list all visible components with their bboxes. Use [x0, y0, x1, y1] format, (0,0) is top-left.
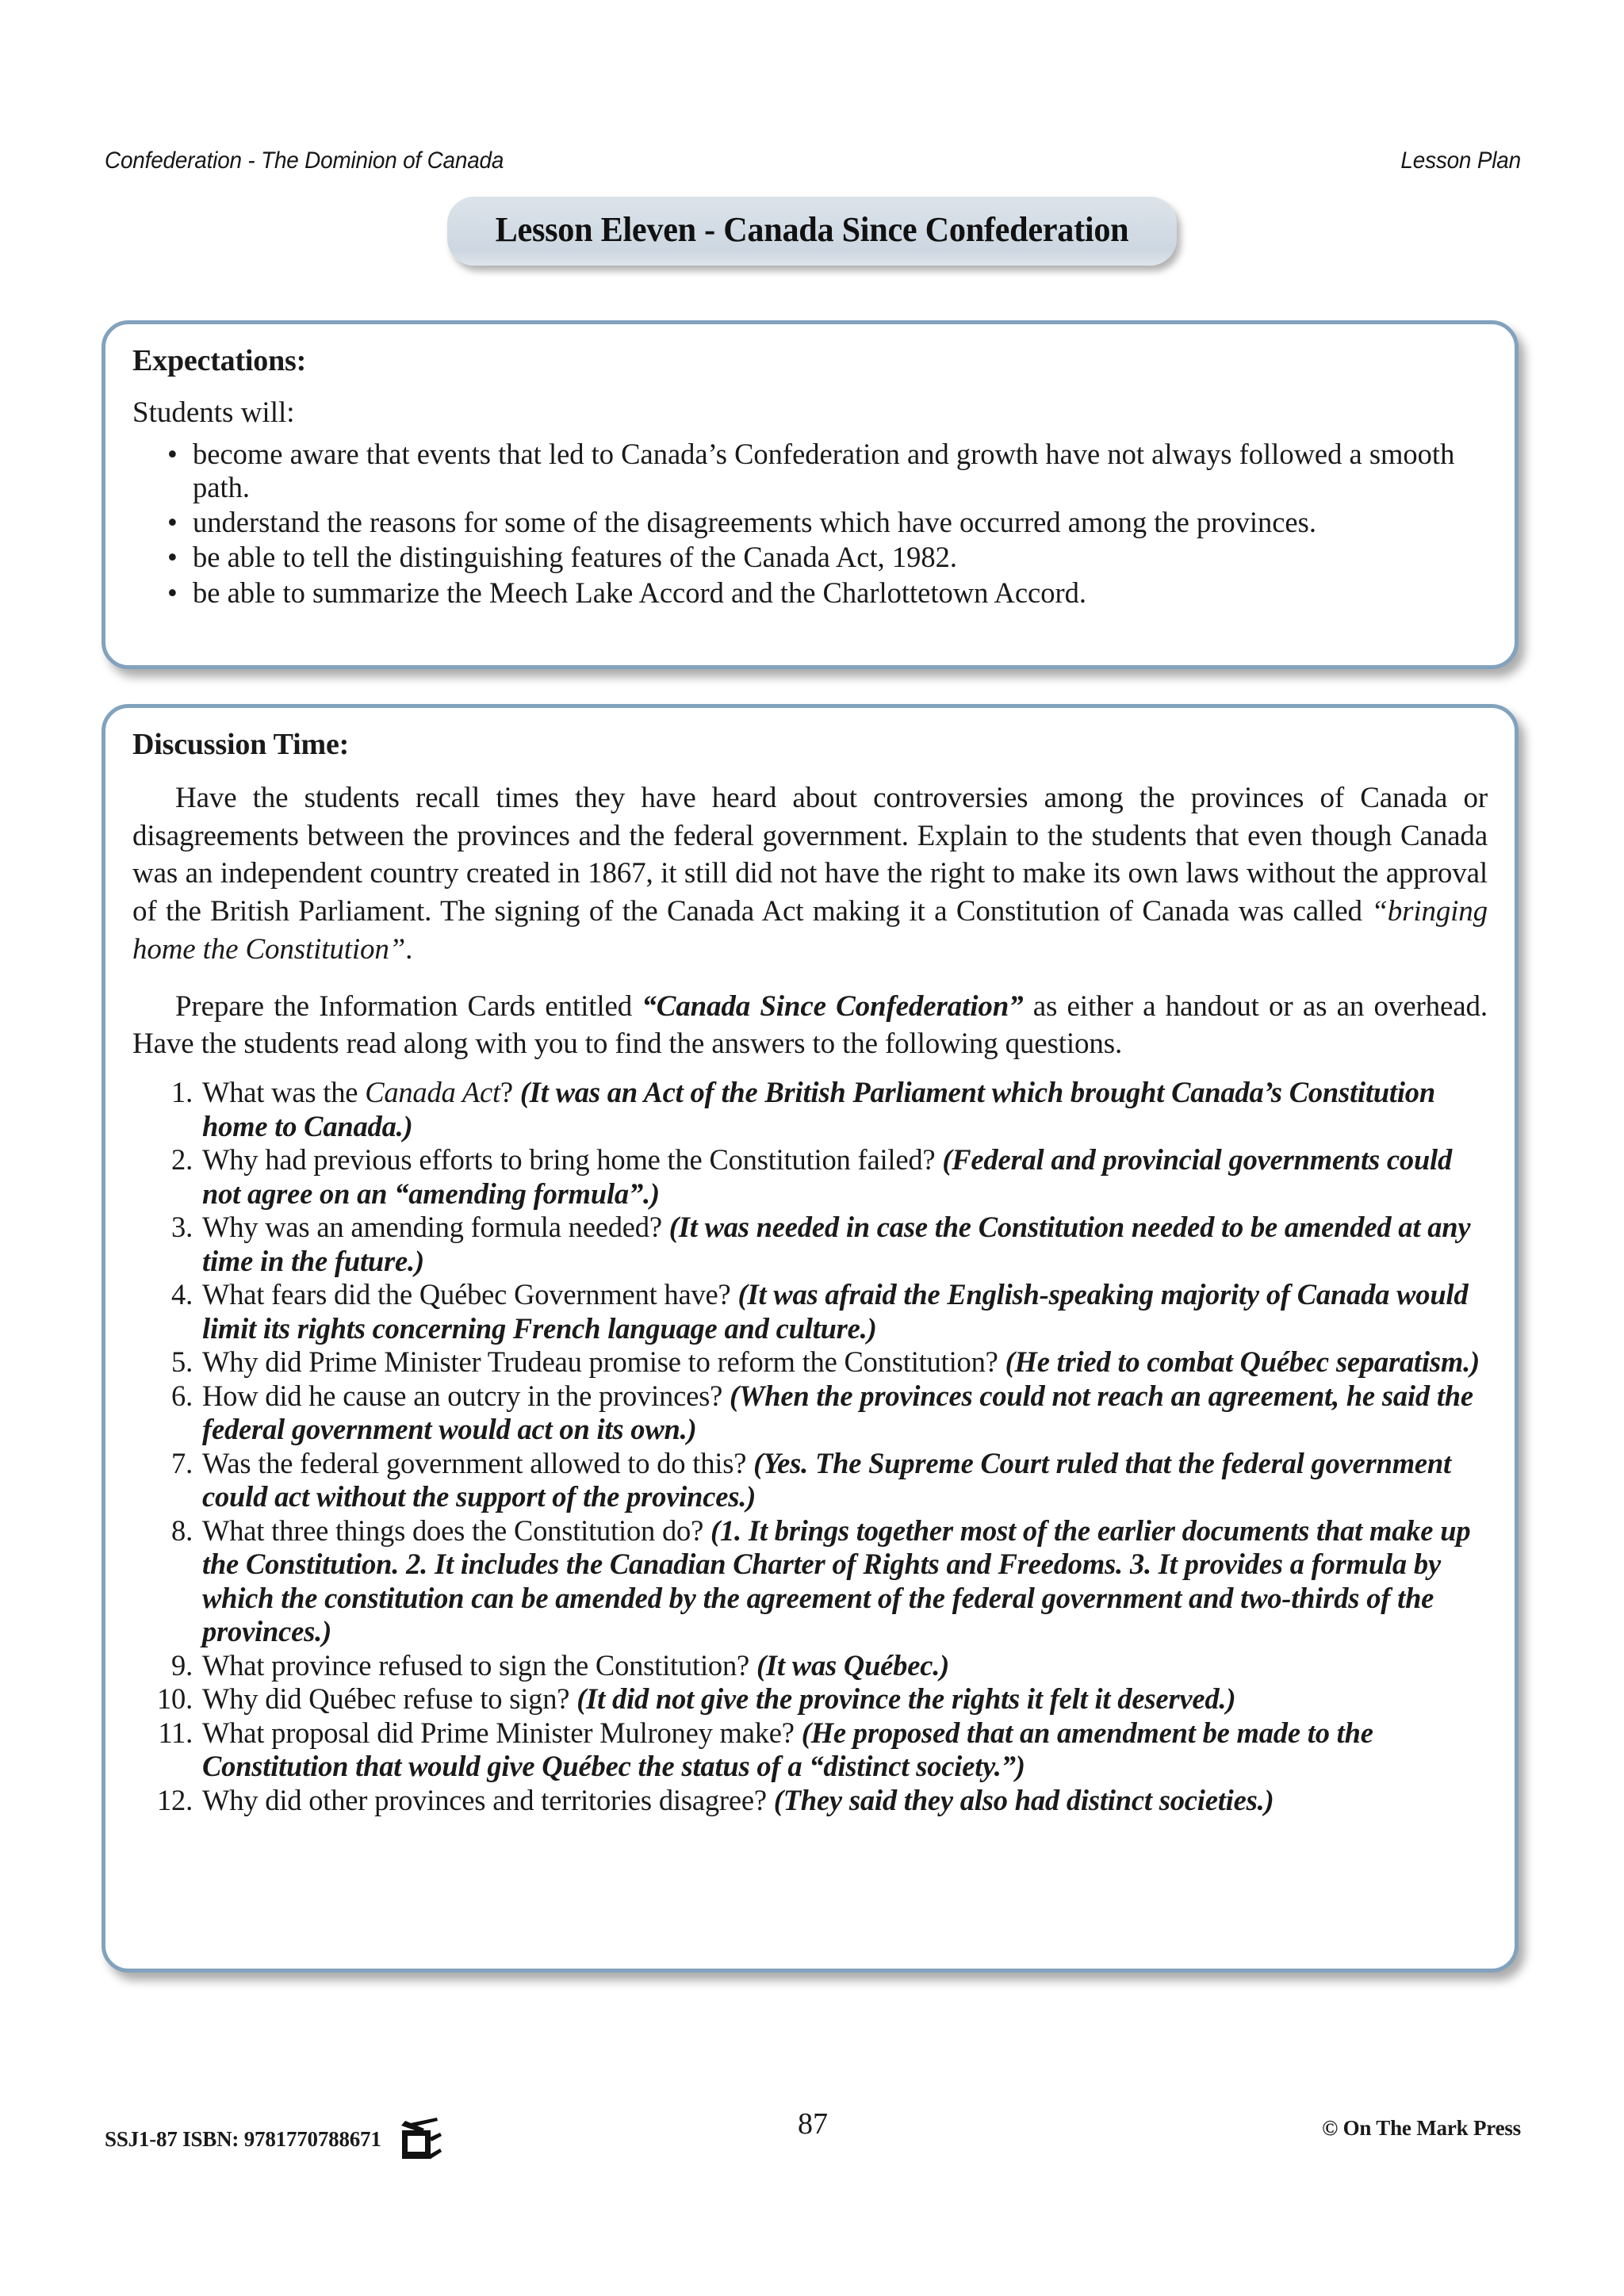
question-item: [144, 1784, 1488, 1818]
question-text: What three things does the Constitution do?: [202, 1513, 710, 1547]
question-answer: (He proposed that an amendment be made to the Constitution that would give Québec the status of a “distinct society.”): [202, 1716, 1373, 1783]
question-number: 6.: [171, 1379, 193, 1412]
discussion-heading: Discussion Time:: [132, 728, 350, 761]
expectations-list-item: [163, 506, 1488, 539]
lesson-title-pill: [447, 197, 1177, 266]
footer-left-group: [105, 2116, 443, 2162]
question-answer: (They said they also had distinct societies.): [773, 1783, 1274, 1816]
running-head-label: Lesson Plan: [1400, 147, 1521, 174]
footer-isbn-code: SSJ1-87 ISBN: 9781770788671: [105, 2126, 381, 2151]
question-answer: (Yes. The Supreme Court ruled that the federal government could act without the support of the provinces.): [202, 1446, 1451, 1513]
question-text: What fears did the Québec Government have?: [202, 1278, 738, 1311]
question-number: 9.: [171, 1648, 193, 1682]
question-text: Why did Québec refuse to sign?: [202, 1682, 577, 1716]
question-number: 4.: [171, 1278, 193, 1311]
bullet-dot-icon: •: [167, 506, 178, 539]
question-answer: (It was an Act of the British Parliament which brought Canada’s Constitution home to Canada.): [202, 1076, 1435, 1142]
question-number: 1.: [171, 1076, 193, 1109]
question-item: [144, 1345, 1488, 1380]
question-text-tail: ?: [500, 1076, 520, 1109]
question-text: How did he cause an outcry in the provinces?: [202, 1379, 730, 1412]
question-answer: (1. It brings together most of the earlier documents that make up the Constitution. 2. It includes the Canadian Charter of Rights and Freedoms. 3. It provides a formula by which the constitution can be amended by the agreement of the federal government and two-thirds of the provinces.): [202, 1513, 1471, 1648]
question-item: [144, 1447, 1488, 1514]
question-number: 7.: [171, 1446, 193, 1479]
discussion-questions-list: [132, 1076, 1488, 1817]
question-text: What province refused to sign the Constitution?: [202, 1648, 756, 1682]
question-text: Why had previous efforts to bring home the Constitution failed?: [202, 1143, 943, 1177]
question-text: Why did Prime Minister Trudeau promise to reform the Constitution?: [202, 1345, 1005, 1379]
expectations-list: [132, 438, 1488, 610]
question-item: [144, 1514, 1488, 1649]
question-item: [144, 1716, 1488, 1784]
expectations-list-item: [163, 438, 1488, 504]
running-head: [105, 147, 1521, 174]
question-text: Why was an amending formula needed?: [202, 1211, 669, 1244]
question-item: [144, 1682, 1488, 1716]
expectations-item-text: be able to summarize the Meech Lake Accord and the Charlottetown Accord.: [193, 576, 1087, 609]
bullet-dot-icon: •: [167, 576, 178, 609]
discussion-p1-text-b: .: [405, 932, 413, 966]
question-italic-term: Canada Act: [365, 1076, 500, 1109]
discussion-content: [105, 708, 1515, 1825]
expectations-item-text: understand the reasons for some of the disagreements which have occurred among the provinces.: [193, 506, 1316, 539]
book-cutter-logo-icon: [399, 2116, 443, 2162]
question-number: 12.: [156, 1783, 193, 1816]
question-text: Why did other provinces and territories disagree?: [202, 1783, 774, 1816]
discussion-paragraph-2: [132, 988, 1488, 1063]
question-number: 10.: [156, 1682, 193, 1716]
question-answer: (It did not give the province the rights it felt it deserved.): [576, 1682, 1236, 1716]
page-footer: [105, 2105, 1521, 2160]
question-answer: (It was needed in case the Constitution needed to be amended at any time in the future.): [202, 1211, 1471, 1277]
running-head-title: Confederation - The Dominion of Canada: [105, 147, 504, 174]
question-answer: (Federal and provincial governments could not agree on an “amending formula”.): [202, 1143, 1453, 1210]
question-item: [144, 1278, 1488, 1345]
discussion-paragraph-1: [132, 779, 1488, 969]
question-answer: (When the provinces could not reach an agreement, he said the federal government would act on its own.): [202, 1379, 1473, 1446]
expectations-heading: Expectations:: [132, 344, 307, 377]
question-item: [144, 1143, 1488, 1211]
bullet-dot-icon: •: [167, 541, 178, 574]
question-item: [144, 1380, 1488, 1447]
expectations-box: [102, 320, 1519, 669]
footer-copyright: © On The Mark Press: [1322, 2116, 1521, 2140]
expectations-list-item: [163, 541, 1488, 574]
discussion-time-box: [102, 704, 1519, 1973]
discussion-p2-text-a: Prepare the Information Cards entitled: [175, 989, 642, 1023]
expectations-lead: Students will:: [132, 396, 295, 429]
question-item: [144, 1649, 1488, 1683]
bullet-dot-icon: •: [167, 438, 178, 470]
question-number: 11.: [158, 1716, 193, 1749]
question-text: Was the federal government allowed to do this?: [202, 1446, 754, 1479]
expectations-item-text: become aware that events that led to Canada’s Confederation and growth have not always followed a smooth path.: [193, 438, 1455, 504]
question-answer: (It was afraid the English-speaking majority of Canada would limit its rights concerning French language and culture.): [202, 1278, 1469, 1345]
question-answer: (He tried to combat Québec separatism.): [1005, 1345, 1480, 1379]
expectations-list-item: [163, 576, 1488, 610]
expectations-item-text: be able to tell the distinguishing features of the Canada Act, 1982.: [193, 541, 957, 574]
page-title: Lesson Eleven - Canada Since Confederation: [495, 210, 1129, 249]
question-text: What was the: [202, 1076, 366, 1109]
question-number: 3.: [171, 1211, 193, 1244]
question-item: [144, 1076, 1488, 1143]
question-number: 5.: [171, 1345, 193, 1379]
question-number: 8.: [171, 1513, 193, 1547]
page-number: 87: [798, 2107, 828, 2141]
question-answer: (It was Québec.): [756, 1648, 950, 1682]
discussion-p2-cards-title: “Canada Since Confederation”: [642, 989, 1024, 1023]
discussion-p1-italic-phrase: “bringing home the Constitution”: [132, 895, 1488, 966]
discussion-p2-text-b: as either a handout or as an overhead. Have the students read along with you to find the answers to the following questions.: [132, 989, 1488, 1061]
question-text: What proposal did Prime Minister Mulroney make?: [202, 1716, 802, 1749]
question-item: [144, 1211, 1488, 1278]
lesson-title-banner: [0, 197, 1624, 266]
expectations-content: [105, 324, 1515, 619]
question-number: 2.: [171, 1143, 193, 1177]
discussion-p1-text-a: Have the students recall times they have heard about controversies among the provinces of Canada or disagreements between the provinces and the federal government. Explain to the students that even though Canada was an independent country created in 1867, it still did not have the right to make its own laws without the approval of the British Parliament. The signing of the Canada Act making it a Constitution of Canada was called: [132, 782, 1488, 928]
